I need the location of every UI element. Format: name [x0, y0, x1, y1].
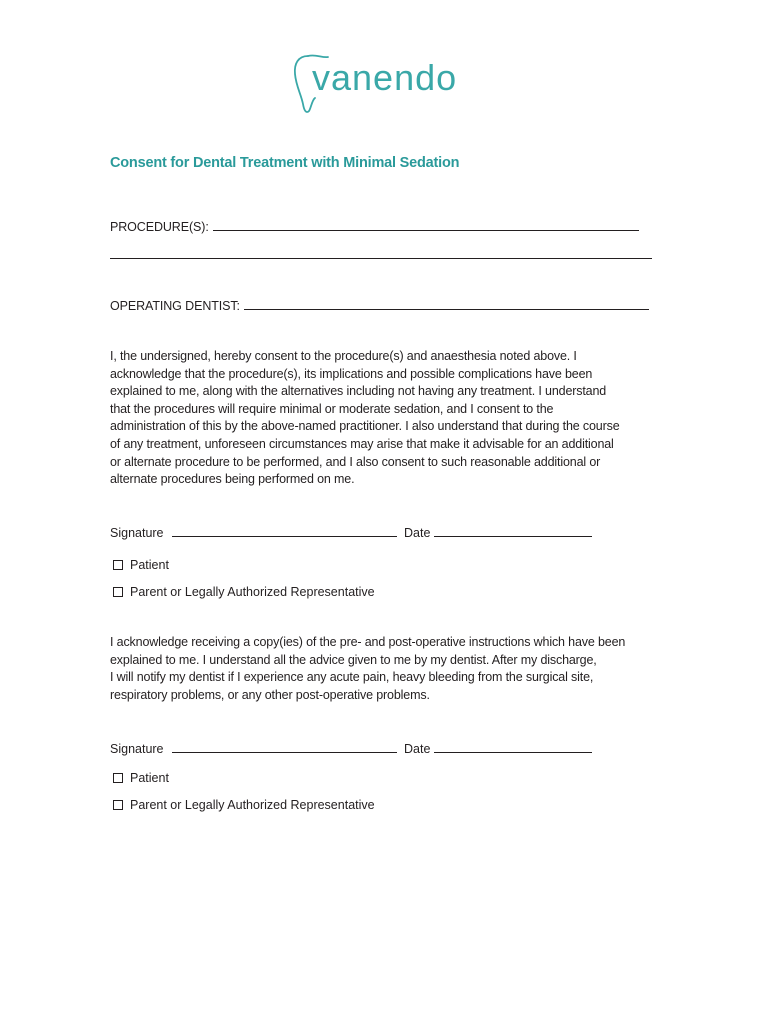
tooth-logo-icon: [292, 48, 472, 118]
paragraph-line: or alternate procedure to be performed, and I also consent to such reasonable additional or: [110, 454, 601, 469]
consent-paragraph: [110, 348, 690, 489]
checkbox-icon[interactable]: [113, 560, 123, 570]
form-title: Consent for Dental Treatment with Minimal Sedation: [110, 155, 460, 171]
signature-label: Signature: [110, 742, 164, 756]
representative-label: Parent or Legally Authorized Representative: [130, 798, 375, 812]
paragraph-line: of any treatment, unforeseen circumstances may arise that make it advisable for an additional: [110, 436, 614, 451]
paragraph-line: acknowledge that the procedure(s), its implications and possible complications have been: [110, 366, 593, 381]
signature-row-2: [110, 740, 592, 756]
checkbox-icon[interactable]: [113, 800, 123, 810]
procedures-row-2: [110, 246, 652, 262]
patient-checkbox-1[interactable]: [113, 558, 169, 572]
checkbox-icon[interactable]: [113, 587, 123, 597]
vanendo-logo: [292, 48, 472, 118]
patient-label: Patient: [130, 558, 169, 572]
signature-field-2[interactable]: [172, 740, 397, 753]
paragraph-line: I acknowledge receiving a copy(ies) of the pre- and post-operative instructions which have been: [110, 635, 626, 649]
representative-checkbox-2[interactable]: [113, 798, 375, 812]
signature-label: Signature: [110, 526, 164, 540]
representative-checkbox-1[interactable]: [113, 585, 375, 599]
paragraph-line: administration of this by the above-named practitioner. I also understand that during the course: [110, 419, 620, 434]
paragraph-line: alternate procedures being performed on me.: [110, 472, 355, 487]
paragraph-line: I, the undersigned, hereby consent to the procedure(s) and anaesthesia noted above. I: [110, 349, 577, 363]
patient-checkbox-2[interactable]: [113, 771, 169, 785]
date-field-1[interactable]: [434, 524, 592, 537]
signature-field-1[interactable]: [172, 524, 397, 537]
date-field-2[interactable]: [434, 740, 592, 753]
representative-label: Parent or Legally Authorized Representative: [130, 585, 375, 599]
procedures-field[interactable]: [213, 218, 639, 231]
dentist-label: OPERATING DENTIST:: [110, 299, 240, 313]
paragraph-line: that the procedures will require minimal or moderate sedation, and I consent to the: [110, 401, 554, 416]
procedures-row: [110, 218, 639, 234]
date-label: Date: [404, 526, 431, 540]
paragraph-line: respiratory problems, or any other post-operative problems.: [110, 687, 430, 702]
dentist-field[interactable]: [244, 297, 649, 310]
paragraph-line: explained to me. I understand all the advice given to me by my dentist. After my discharge,: [110, 652, 597, 667]
signature-row-1: [110, 524, 592, 540]
checkbox-icon[interactable]: [113, 773, 123, 783]
procedures-field-line-2[interactable]: [110, 246, 652, 259]
dentist-row: [110, 297, 649, 313]
patient-label: Patient: [130, 771, 169, 785]
date-label: Date: [404, 742, 431, 756]
logo-text: vanendo: [312, 57, 458, 98]
procedures-label: PROCEDURE(S):: [110, 220, 209, 234]
instructions-paragraph: [110, 634, 690, 704]
paragraph-line: I will notify my dentist if I experience any acute pain, heavy bleeding from the surgical site,: [110, 670, 594, 685]
paragraph-line: explained to me, along with the alternatives including not having any treatment. I understand: [110, 384, 607, 399]
